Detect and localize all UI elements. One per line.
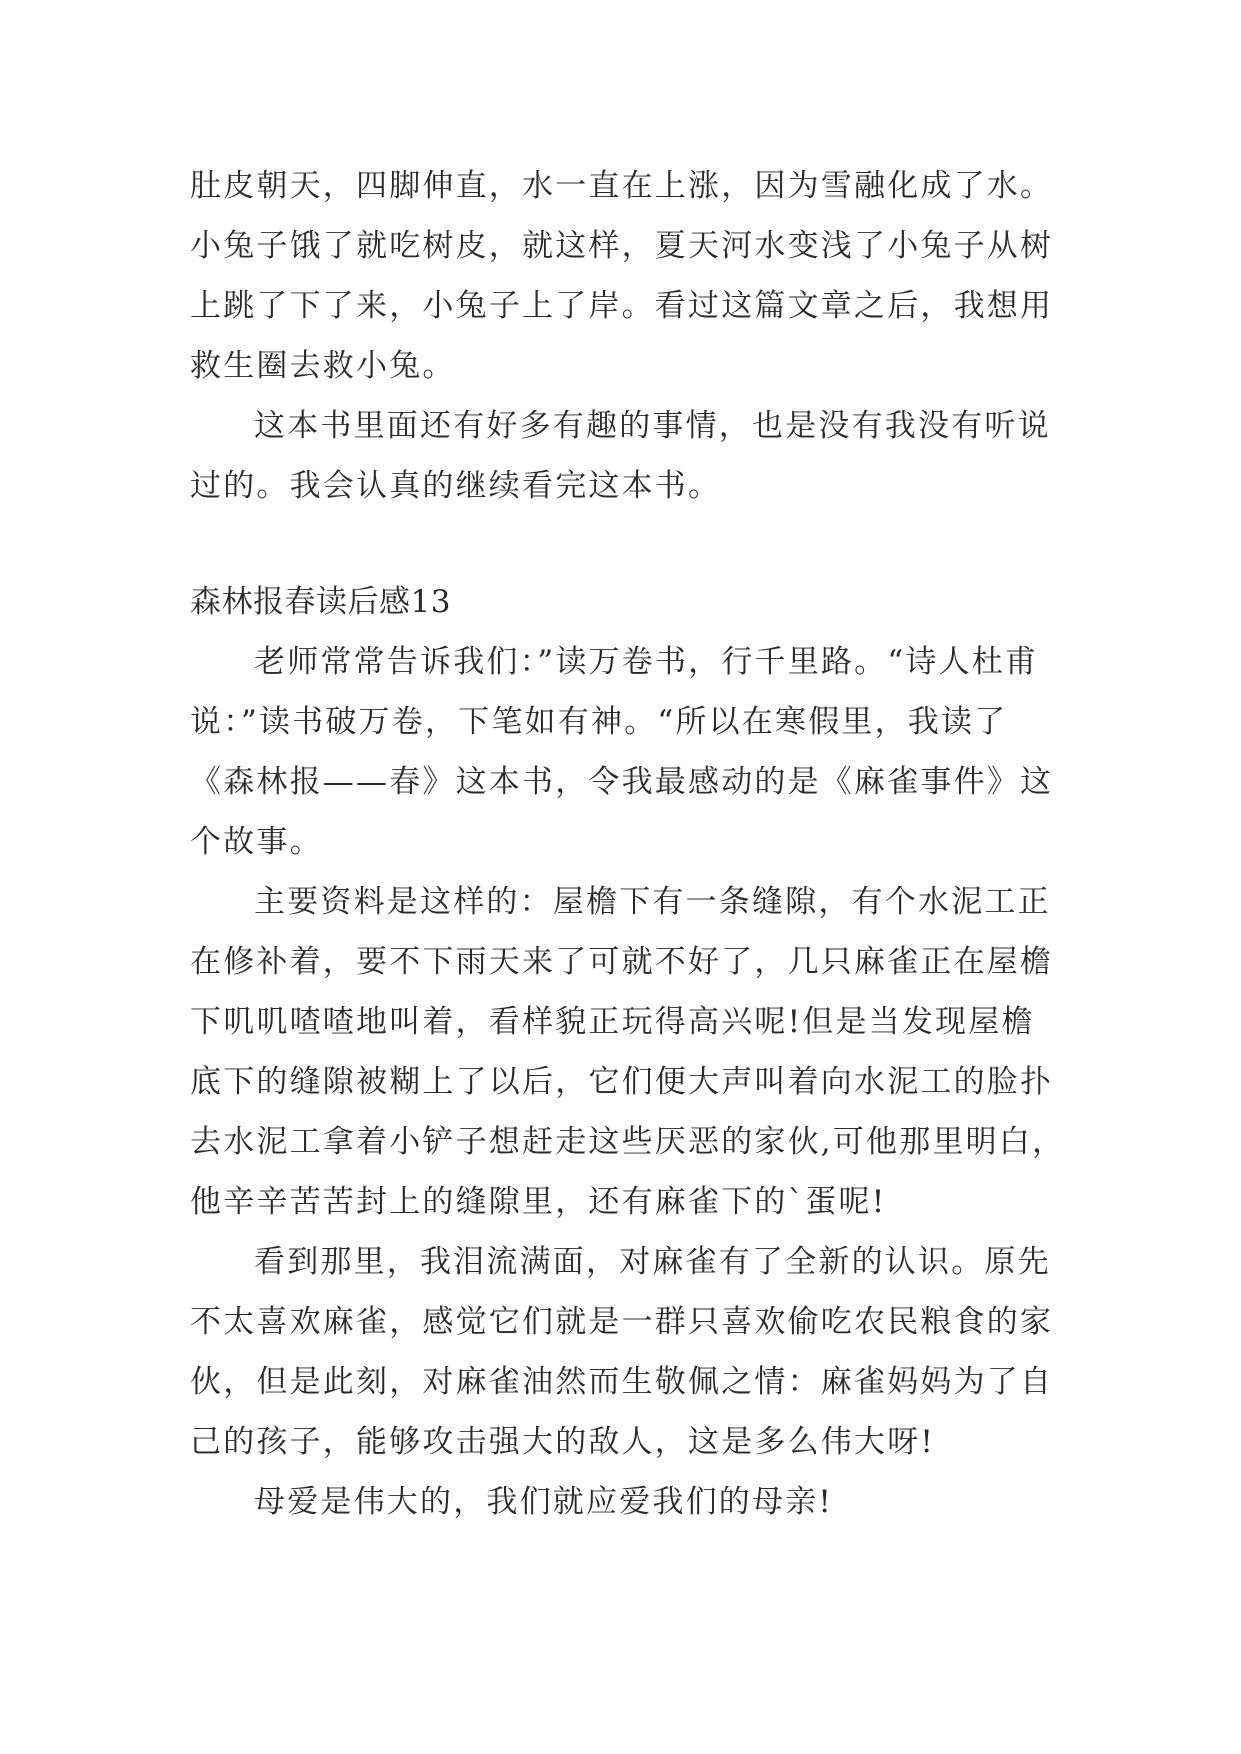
text-line: 过的。我会认真的继续看完这本书。: [190, 468, 722, 504]
text-line: 《森林报——春》这本书，令我最感动的是《麻雀事件》这: [190, 764, 1054, 800]
text-line: 老师常常告诉我们：”读万卷书，行千里路。“诗人杜甫: [254, 644, 1039, 680]
text-line: 说：”读书破万卷，下笔如有神。“所以在寒假里，我读了: [190, 704, 1008, 740]
text-line: 在修补着，要不下雨天来了可就不好了，几只麻雀正在屋檐: [190, 944, 1054, 980]
text-line: 个故事。: [190, 824, 323, 860]
text-line: 母爱是伟大的，我们就应爱我们的母亲!: [254, 1484, 834, 1520]
text-line: 小兔子饿了就吃树皮，就这样，夏天河水变浅了小兔子从树: [190, 228, 1054, 264]
text-line: 下叽叽喳喳地叫着，看样貌正玩得高兴呢!但是当发现屋檐: [190, 1004, 1035, 1040]
text-line: 去水泥工拿着小铲子想赶走这些厌恶的家伙,可他那里明白，: [190, 1124, 1066, 1160]
text-line: 底下的缝隙被糊上了以后，它们便大声叫着向水泥工的脸扑: [190, 1064, 1054, 1100]
text-line: 看到那里，我泪流满面，对麻雀有了全新的认识。原先: [254, 1244, 1051, 1280]
text-line: 这本书里面还有好多有趣的事情，也是没有我没有听说: [254, 408, 1051, 444]
text-line: 肚皮朝天，四脚伸直，水一直在上涨，因为雪融化成了水。: [190, 168, 1054, 204]
text-line: 上跳了下了来，小兔子上了岸。看过这篇文章之后，我想用: [190, 288, 1054, 324]
text-line: 不太喜欢麻雀，感觉它们就是一群只喜欢偷吃农民粮食的家: [190, 1304, 1054, 1340]
section-title: 森林报春读后感13: [190, 584, 451, 620]
text-line: 己的孩子，能够攻击强大的敌人，这是多么伟大呀!: [190, 1424, 936, 1460]
text-line: 他辛辛苦苦封上的缝隙里，还有麻雀下的`蛋呢!: [190, 1184, 887, 1220]
text-line: 主要资料是这样的：屋檐下有一条缝隙，有个水泥工正: [254, 884, 1051, 920]
text-line: 救生圈去救小兔。: [190, 348, 456, 384]
text-line: 伙，但是此刻，对麻雀油然而生敬佩之情：麻雀妈妈为了自: [190, 1364, 1054, 1400]
